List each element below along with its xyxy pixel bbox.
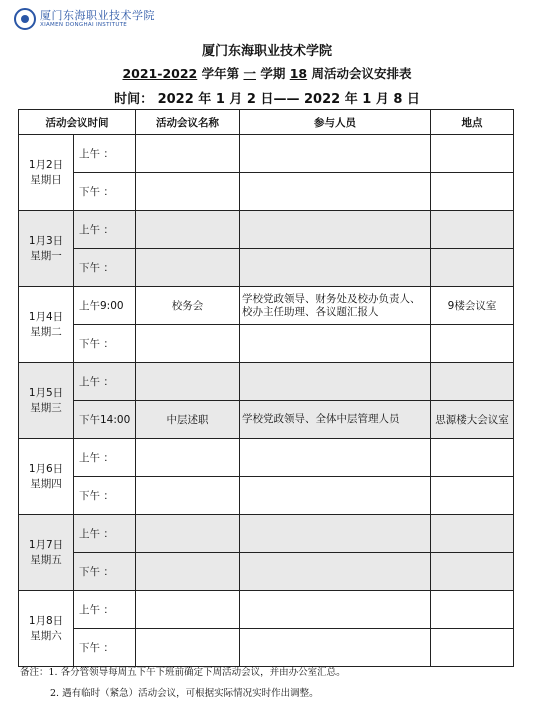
day-date: 1月5日: [28, 386, 64, 399]
note-1: 备注：1. 各分管领导每周五下午下班前确定下周活动会议，并由办公室汇总。: [20, 667, 346, 678]
school-logo: [14, 8, 155, 30]
table-row: [19, 515, 514, 553]
event-name: [136, 629, 240, 667]
day-weekday: 星期日: [30, 173, 62, 186]
event-people: [240, 173, 431, 211]
table-row: [19, 439, 514, 477]
slot-am: 上午 ：: [74, 515, 136, 553]
event-people: [240, 249, 431, 287]
day-weekday: 星期三: [30, 401, 62, 414]
col-header-time: 活动会议时间: [19, 110, 136, 135]
event-place: [431, 363, 514, 401]
event-people: [240, 135, 431, 173]
schedule-subtitle: [0, 64, 534, 82]
day-weekday: 星期六: [30, 629, 62, 642]
event-people: [240, 477, 431, 515]
event-name: 中层述职: [136, 401, 240, 439]
event-people: [240, 515, 431, 553]
day-date: 1月7日: [28, 538, 64, 551]
event-name: [136, 439, 240, 477]
event-name: [136, 173, 240, 211]
subtitle-week: 18: [289, 66, 308, 81]
day-date: 1月4日: [28, 310, 64, 323]
day-date: 1月2日: [28, 158, 64, 171]
table-row: [19, 135, 514, 173]
note-2: 2. 遇有临时（紧急）活动会议，可根据实际情况实时作出调整。: [50, 688, 319, 699]
event-name: 校务会: [136, 287, 240, 325]
event-place: [431, 249, 514, 287]
slot-pm: 下午 ：: [74, 629, 136, 667]
event-place: [431, 515, 514, 553]
slot-pm: 下午 ：: [74, 477, 136, 515]
school-title: 厦门东海职业技术学院: [201, 44, 332, 59]
event-place: [431, 553, 514, 591]
col-header-name: 活动会议名称: [136, 110, 240, 135]
event-name: [136, 249, 240, 287]
schedule-table: [18, 109, 514, 667]
event-name: [136, 325, 240, 363]
day-cell: [19, 211, 74, 287]
event-people: [240, 629, 431, 667]
table-row: [19, 553, 514, 591]
event-people: 学校党政领导、财务处及校办负责人、校办主任助理、各议题汇报人: [240, 287, 431, 325]
slot-pm: 下午 ：: [74, 325, 136, 363]
event-place: [431, 135, 514, 173]
subtitle-term-suffix: 学期: [260, 66, 286, 81]
table-row: [19, 363, 514, 401]
slot-am: 上午 ：: [74, 363, 136, 401]
table-header-row: [19, 110, 514, 135]
subtitle-term: 一: [243, 66, 256, 81]
day-weekday: 星期五: [30, 553, 62, 566]
event-place: [431, 477, 514, 515]
event-name: [136, 591, 240, 629]
event-place: [431, 439, 514, 477]
event-people: 学校党政领导、全体中层管理人员: [240, 401, 431, 439]
day-date: 1月8日: [28, 614, 64, 627]
school-seal-icon: [14, 8, 36, 30]
event-name: [136, 211, 240, 249]
event-place: 思源楼大会议室: [431, 401, 514, 439]
event-people: [240, 591, 431, 629]
day-date: 1月6日: [28, 462, 64, 475]
event-place: [431, 591, 514, 629]
event-place: [431, 173, 514, 211]
table-row: [19, 591, 514, 629]
day-cell: [19, 439, 74, 515]
col-header-people: 参与人员: [240, 110, 431, 135]
date-range: 时间： 2022 年 1 月 2 日—— 2022 年 1 月 8 日: [114, 92, 420, 107]
table-row: [19, 325, 514, 363]
event-name: [136, 363, 240, 401]
event-name: [136, 477, 240, 515]
event-people: [240, 363, 431, 401]
event-people: [240, 439, 431, 477]
event-place: 9楼会议室: [431, 287, 514, 325]
event-name: [136, 135, 240, 173]
day-weekday: 星期一: [30, 249, 62, 262]
event-name: [136, 515, 240, 553]
table-row: [19, 477, 514, 515]
event-place: [431, 629, 514, 667]
day-cell: [19, 287, 74, 363]
table-row: [19, 629, 514, 667]
table-row: [19, 401, 514, 439]
logo-english-name: XIAMEN DONGHAI INSTITUTE: [40, 21, 128, 28]
slot-am: 上午 ：: [74, 439, 136, 477]
event-people: [240, 325, 431, 363]
table-row: [19, 173, 514, 211]
notes: [20, 666, 346, 708]
subtitle-tail: 周活动会议安排表: [311, 66, 412, 81]
event-name: [136, 553, 240, 591]
day-cell: [19, 515, 74, 591]
table-row: [19, 211, 514, 249]
slot-am: 上午 ：: [74, 211, 136, 249]
slot-pm: 下午14:00: [74, 401, 136, 439]
slot-pm: 下午 ：: [74, 249, 136, 287]
table-row: [19, 249, 514, 287]
table-row: [19, 287, 514, 325]
day-cell: [19, 591, 74, 667]
logo-chinese-name: 厦门东海职业技术学院: [40, 8, 155, 22]
day-cell: [19, 363, 74, 439]
slot-am: 上午 ：: [74, 591, 136, 629]
event-people: [240, 211, 431, 249]
slot-pm: 下午 ：: [74, 553, 136, 591]
day-cell: [19, 135, 74, 211]
subtitle-year-suffix: 学年第: [201, 66, 240, 81]
col-header-place: 地点: [431, 110, 514, 135]
day-date: 1月3日: [28, 234, 64, 247]
event-people: [240, 553, 431, 591]
slot-am: 上午 ：: [74, 135, 136, 173]
subtitle-year: 2021-2022: [122, 66, 198, 81]
table-body: [19, 135, 514, 667]
slot-pm: 下午 ：: [74, 173, 136, 211]
event-place: [431, 325, 514, 363]
day-weekday: 星期四: [30, 477, 62, 490]
event-place: [431, 211, 514, 249]
day-weekday: 星期二: [30, 325, 62, 338]
slot-am: 上午9:00: [74, 287, 136, 325]
